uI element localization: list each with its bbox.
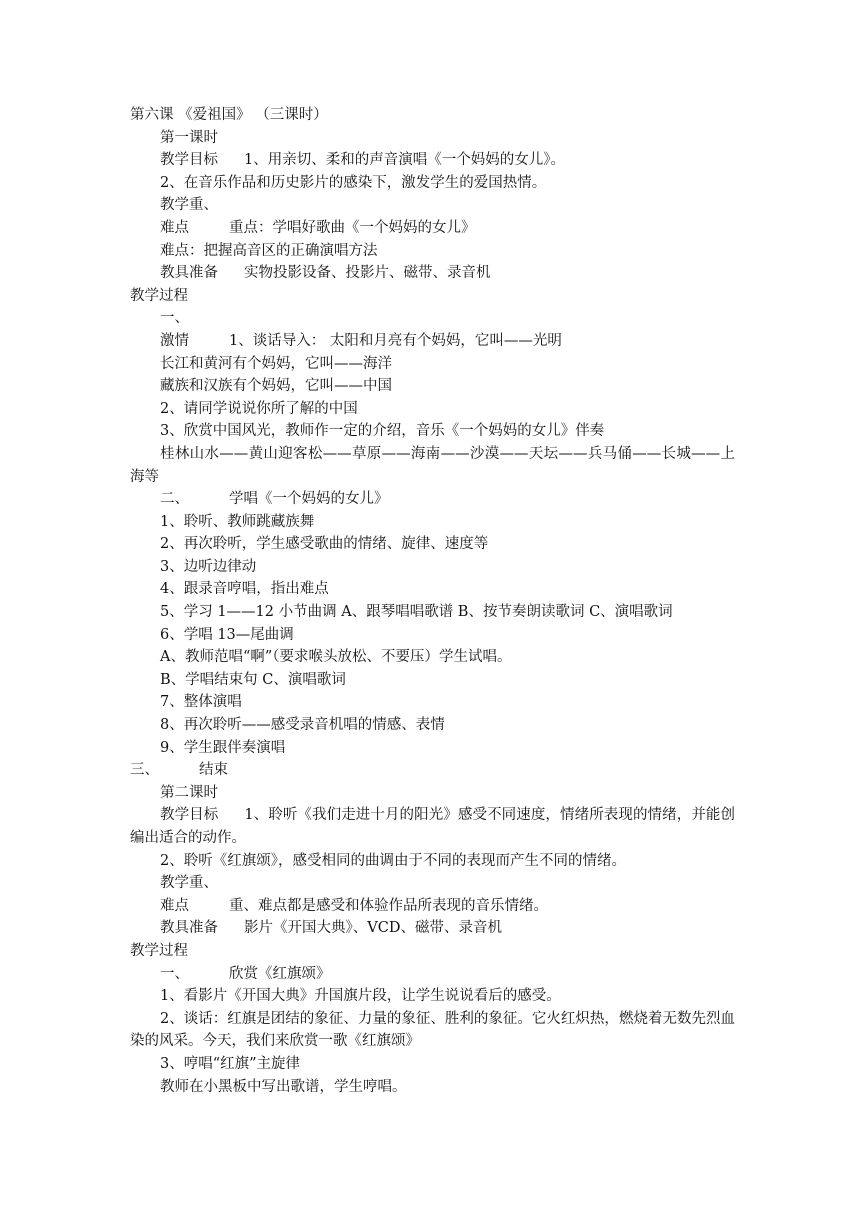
text-segment: A、教师范唱“啊”（要求喉头放松、不要压）学生试唱。 [160,649,512,666]
text-line [0,963,860,986]
text-segment: 教学目标 [160,807,219,824]
text-line [0,149,860,172]
text-line [0,1076,860,1099]
text-segment: 学唱《一个妈妈的女儿》 [229,491,389,508]
text-line [0,782,860,805]
text-line [0,127,860,150]
text-segment: 藏族和汉族有个妈妈，它叫——中国 [160,378,392,395]
text-line [0,759,860,782]
text-line [0,985,860,1008]
text-line [0,511,860,534]
document-page [0,104,860,1098]
text-line [0,872,860,895]
text-segment: 影片《开国大典》、VCD、磁带、录音机 [244,920,502,937]
text-segment: 重点：学唱好歌曲《一个妈妈的女儿》 [229,219,476,236]
text-segment: 教师在小黑板中写出歌谱，学生哼唱。 [160,1078,407,1095]
text-segment: 教学目标 [160,152,218,169]
text-segment: 1、聆听《我们走进十月的阳光》感受不同速度，情绪所表现的情绪，并能创编出适合的动作。 [130,807,735,846]
text-segment: B、学唱结束句 C、演唱歌词 [160,671,346,688]
text-segment: 欣赏《红旗颂》 [229,965,331,982]
text-segment: 实物投影设备、投影片、磁带、录音机 [244,265,491,282]
text-line [0,330,860,353]
text-line [0,398,860,421]
text-line [0,850,860,873]
text-segment: 1、看影片《开国大典》升国旗片段，让学生说说看后的感受。 [160,988,561,1005]
text-line [0,1053,860,1076]
text-line [0,443,735,488]
text-segment: 2、再次聆听，学生感受歌曲的情绪、旋律、速度等 [160,536,489,553]
text-segment: 第二课时 [160,784,218,801]
text-segment: 难点 [160,897,189,914]
text-segment: 教学重、 [160,875,218,892]
text-segment: 结束 [199,762,228,779]
text-line [0,624,860,647]
text-line [0,940,860,963]
text-line [0,714,860,737]
text-segment: 桂林山水——黄山迎客松——草原——海南——沙漠——天坛——兵马俑——长城——上海等 [130,445,735,485]
text-line [0,172,860,195]
text-segment: 教具准备 [160,265,218,282]
text-line [0,601,860,624]
text-segment: 三、 [130,762,159,779]
text-segment: 3、边听边律动 [160,558,257,575]
text-segment: 激情 [160,332,189,349]
text-segment: 8、再次聆听——感受录音机唱的情感、表情 [160,717,445,734]
text-segment: 1、谈话导入： 太阳和月亮有个妈妈，它叫——光明 [229,332,562,349]
text-line [0,217,860,240]
text-segment: 9、学生跟伴奏演唱 [160,739,286,756]
text-segment: 1、用亲切、柔和的声音演唱《一个妈妈的女儿》。 [244,152,565,169]
text-line [0,104,860,127]
text-line [0,262,860,285]
text-line [0,1008,735,1053]
text-segment: 长江和黄河有个妈妈，它叫——海洋 [160,355,392,372]
text-segment: 教学过程 [130,287,188,304]
text-segment: 3、欣赏中国风光，教师作一定的介绍，音乐《一个妈妈的女儿》伴奏 [160,423,605,440]
text-segment: 2、聆听《红旗颂》，感受相同的曲调由于不同的表现而产生不同的情绪。 [160,852,626,869]
text-line [0,556,860,579]
text-line [0,895,860,918]
text-segment: 第六课 《爱祖国》 （三课时） [130,107,328,123]
text-line [0,737,860,760]
text-line [0,488,860,511]
text-segment: 教学过程 [130,942,188,959]
text-segment: 4、跟录音哼唱，指出难点 [160,581,329,598]
text-segment: 7、整体演唱 [160,694,242,711]
text-line [0,353,860,376]
text-segment: 一、 [160,310,189,327]
text-line [0,578,860,601]
text-segment: 重、难点都是感受和体验作品所表现的音乐情绪。 [229,897,548,914]
text-line [0,804,735,849]
text-line [0,533,860,556]
text-segment: 难点：把握高音区的正确演唱方法 [160,242,378,259]
text-line [0,194,860,217]
text-segment: 3、哼唱“红旗”主旋律 [160,1055,301,1072]
text-segment: 2、请同学说说你所了解的中国 [160,400,358,417]
text-line [0,917,860,940]
text-line [0,646,860,669]
text-segment: 一、 [160,965,189,982]
text-segment: 教具准备 [160,920,218,937]
text-segment: 1、聆听、教师跳藏族舞 [160,513,315,530]
text-segment: 2、在音乐作品和历史影片的感染下，激发学生的爱国热情。 [160,174,547,191]
text-segment: 教学重、 [160,197,218,214]
text-line [0,691,860,714]
text-segment: 第一课时 [160,129,218,146]
text-line [0,285,860,308]
text-line [0,307,860,330]
text-line [0,240,860,263]
text-segment: 难点 [160,219,189,236]
text-segment: 5、学习 1——12 小节曲调 A、跟琴唱唱歌谱 B、按节奏朗读歌词 C、演唱歌词 [160,604,673,621]
text-line [0,375,860,398]
text-line [0,420,860,443]
text-segment: 6、学唱 13—尾曲调 [160,626,294,643]
text-line [0,669,860,692]
text-segment: 2、谈话：红旗是团结的象征、力量的象征、胜利的象征。它火红炽热，燃烧着无数先烈血染的风采。今天，我们来欣赏一歌《红旗颂》 [130,1010,735,1050]
text-segment: 二、 [160,491,189,508]
